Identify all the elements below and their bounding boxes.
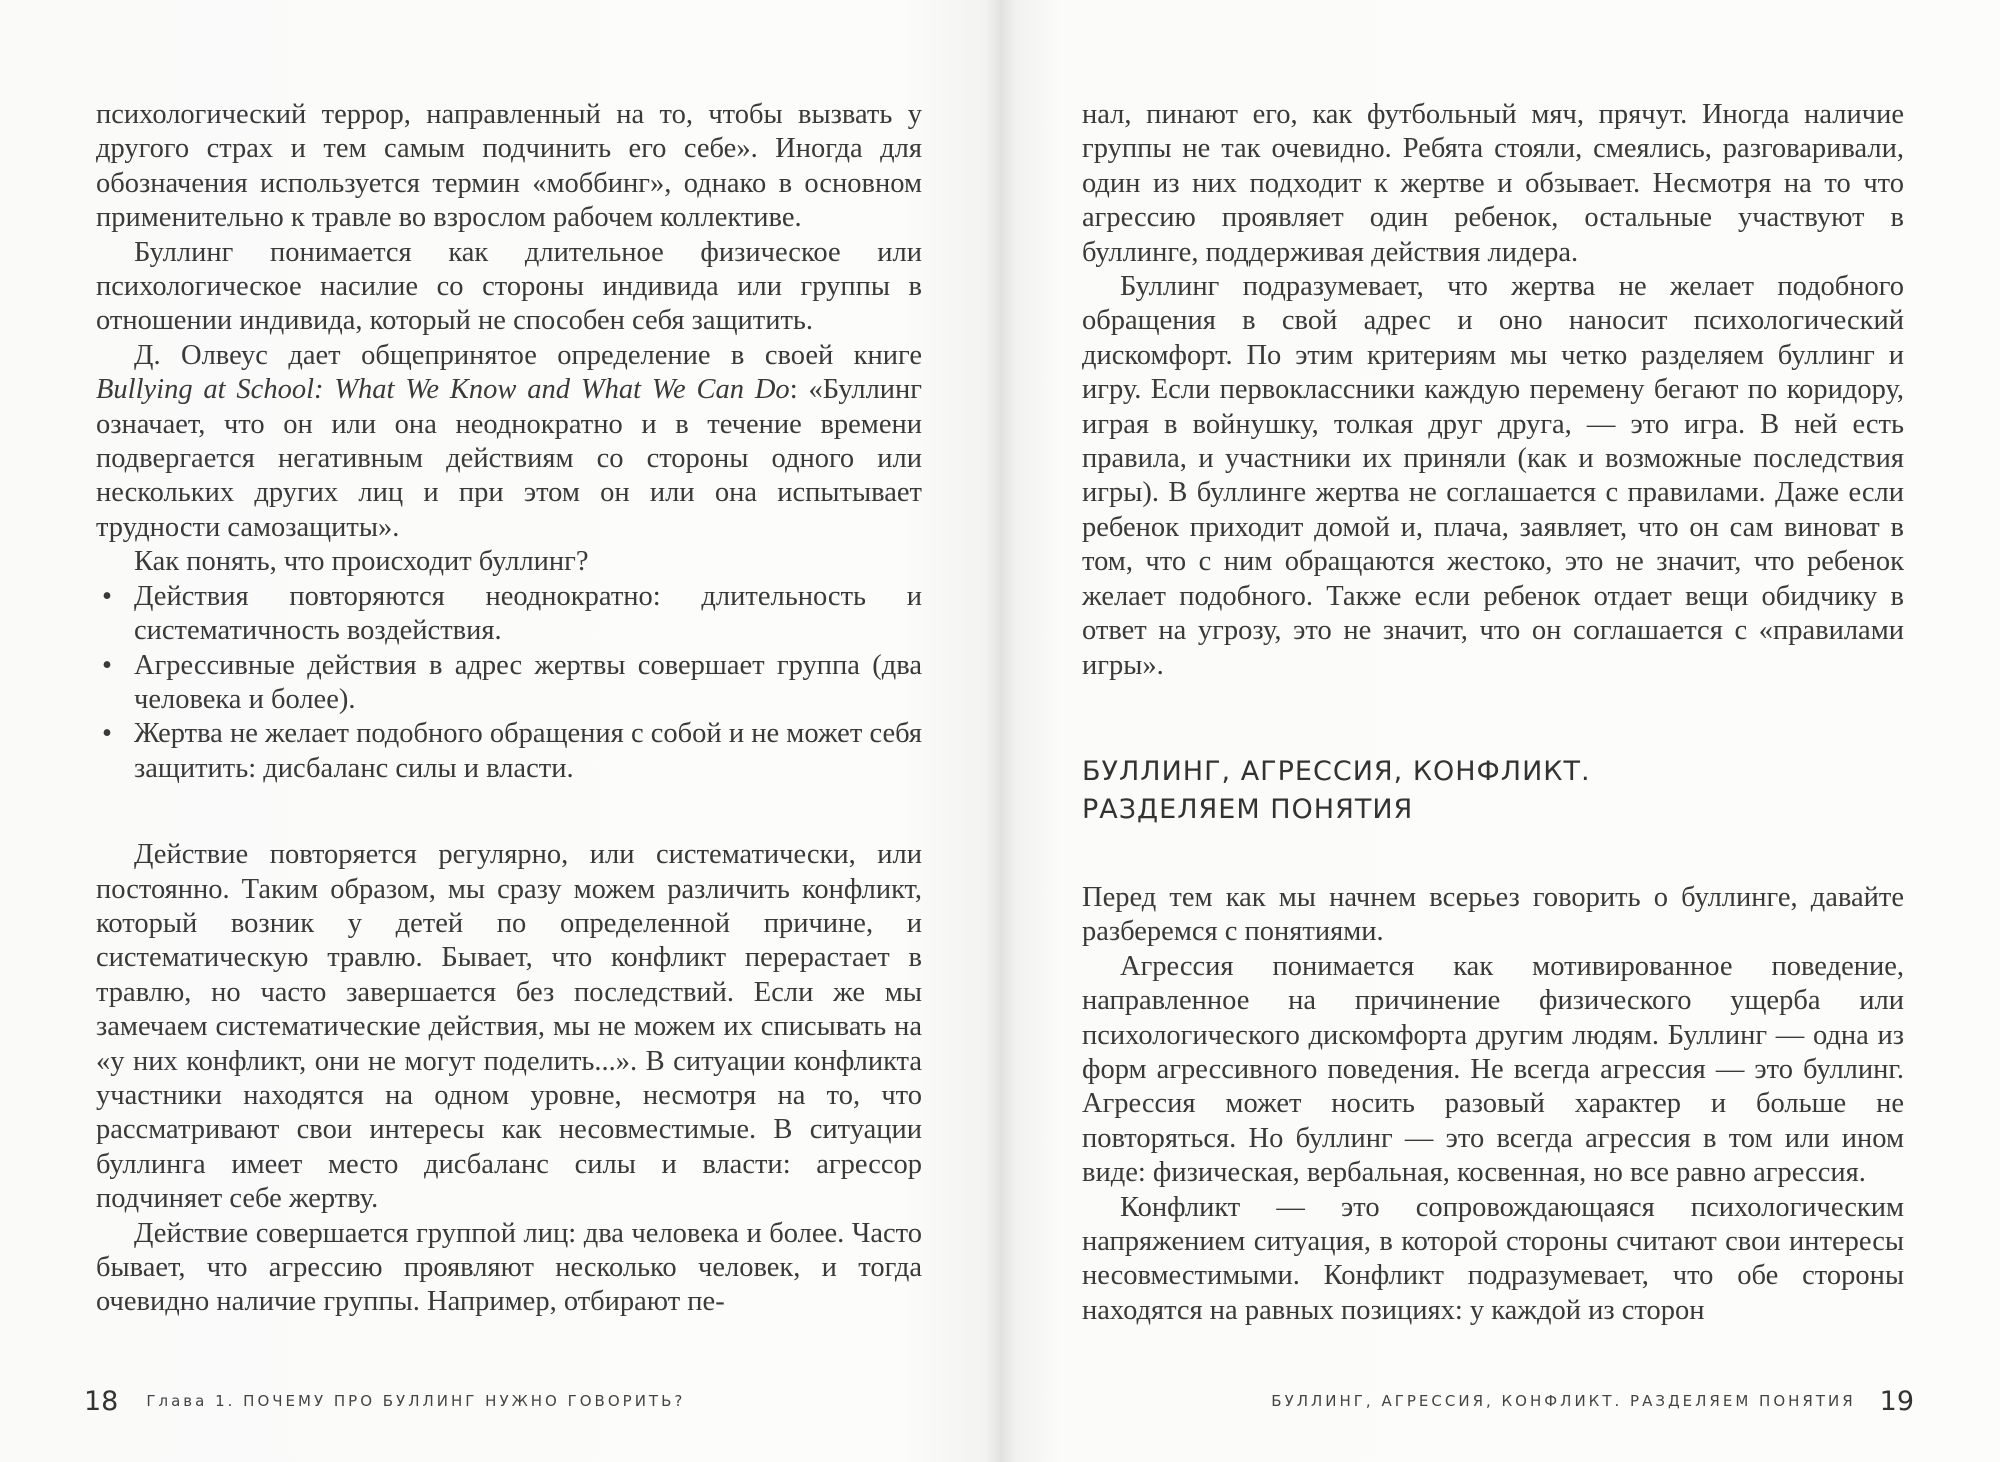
paragraph: Действие совершается группой лиц: два человека и более. Часто бывает, что агрессию проявляют несколько человек, и тогда очевидно наличие группы. Например, отбирают пе-	[96, 1217, 922, 1318]
olweus-paragraph	[96, 339, 922, 545]
spacer	[96, 786, 922, 838]
list-item: • Агрессивные действия в адрес жертвы совершает группа (два человека и более).	[96, 649, 922, 718]
paragraph: психологический террор, направленный на то, чтобы вызвать у другого страх и тем самым подчинить его себе». Иногда для обозначения используется термин «моббинг», однако в основном применительно к травле во взрослом рабочем коллективе.	[96, 99, 922, 234]
right-text-column	[1082, 98, 1904, 1328]
olweus-quote: : «Буллинг означает, что он или она неоднократно и в течение времени подвергается негативным действиям со стороны одного или нескольких других лиц и при этом он или она испытывает трудности самозащиты».	[96, 374, 922, 543]
question: Как понять, что происходит буллинг?	[134, 546, 589, 578]
section-heading	[1082, 753, 1904, 829]
right-footer	[1271, 1386, 1914, 1417]
paragraph: Буллинг понимается как длительное физическое или психологическое насилие со стороны индивида или группы в отношении индивида, который не способен себя защитить.	[96, 236, 922, 337]
paragraph: Буллинг подразумевает, что жертва не желает подобного обращения в свой адрес и оно наносит психологический дискомфорт. По этим критериям мы четко разделяем буллинг и игру. Если первоклассники каждую перемену бегают по коридору, играя в войнушку, толкая друг друга, — это игра. В ней есть правила, и участники их приняли (как и возможные последствия игры). В буллинге жертва не соглашается с правилами. Даже если ребенок приходит домой и, плача, заявляет, что он сам виноват в том, что с ним обращаются жестоко, это не значит, что ребенок желает подобного. Также если ребенок отдает вещи обидчику в ответ на угрозу, это не значит, что он соглашается с «правилами игры».	[1082, 271, 1904, 681]
paragraph: Действие повторяется регулярно, или систематически, или постоянно. Таким образом, мы сразу можем различить конфликт, который возник у детей по определенной причине, и систематическую травлю. Бывает, что конфликт перерастает в травлю, но часто завершается без последствий. Если же мы замечаем систематические действия, мы не можем их списывать на «у них конфликт, они не могут поделить...». В ситуации конфликта участники находятся на одном уровне, несмотря на то, что рассматривают свои интересы как несовместимые. В ситуации буллинга имеет место дисбаланс силы и власти: агрессор подчиняет себе жертву.	[96, 839, 922, 1215]
left-text-column	[96, 98, 922, 1320]
book-gutter	[985, 0, 1015, 1462]
olweus-intro: Д. Олвеус дает общепринятое определение в своей книге	[134, 339, 922, 371]
page-number: 18	[84, 1386, 119, 1417]
left-footer	[84, 1386, 685, 1417]
heading-line: РАЗДЕЛЯЕМ ПОНЯТИЯ	[1082, 793, 1414, 825]
paragraph: нал, пинают его, как футбольный мяч, прячут. Иногда наличие группы не так очевидно. Ребята стояли, смеялись, разговаривали, один из них подходит к жертве и обзывает. Несмотря на то что агрессию проявляет один ребенок, остальные участвуют в буллинге, поддерживая действия лидера.	[1082, 99, 1904, 268]
list-item: • Жертва не желает подобного обращения с собой и не может себя защитить: дисбаланс силы и власти.	[96, 717, 922, 786]
right-page	[1000, 0, 2000, 1462]
paragraph: Агрессия понимается как мотивированное поведение, направленное на причинение физического ущерба или психологического дискомфорта другим людям. Буллинг — одна из форм агрессивного поведения. Не всегда агрессия — это буллинг. Агрессия может носить разовый характер и больше не повторяться. Но буллинг — это всегда агрессия в том или ином виде: физическая, вербальная, косвенная, но все равно агрессия.	[1082, 950, 1904, 1189]
heading-line: БУЛЛИНГ, АГРЕССИЯ, КОНФЛИКТ.	[1082, 755, 1591, 787]
paragraph: Конфликт — это сопровождающаяся психологическим напряжением ситуация, в которой стороны считают свои интересы несовместимыми. Конфликт подразумевает, что обе стороны находятся на равных позициях: у каждой из сторон	[1082, 1191, 1904, 1326]
page-number: 19	[1879, 1386, 1914, 1417]
paragraph: Перед тем как мы начнем всерьез говорить о буллинге, давайте разберемся с понятиями.	[1082, 881, 1904, 948]
book-title: Bullying at School: What We Know and What We Can Do	[96, 374, 790, 406]
running-head: Глава 1. ПОЧЕМУ ПРО БУЛЛИНГ НУЖНО ГОВОРИТЬ?	[146, 1392, 686, 1410]
criteria-list	[96, 580, 922, 786]
list-item: • Действия повторяются неоднократно: длительность и систематичность воздействия.	[96, 580, 922, 649]
running-head: БУЛЛИНГ, АГРЕССИЯ, КОНФЛИКТ. РАЗДЕЛЯЕМ ПОНЯТИЯ	[1271, 1392, 1856, 1410]
